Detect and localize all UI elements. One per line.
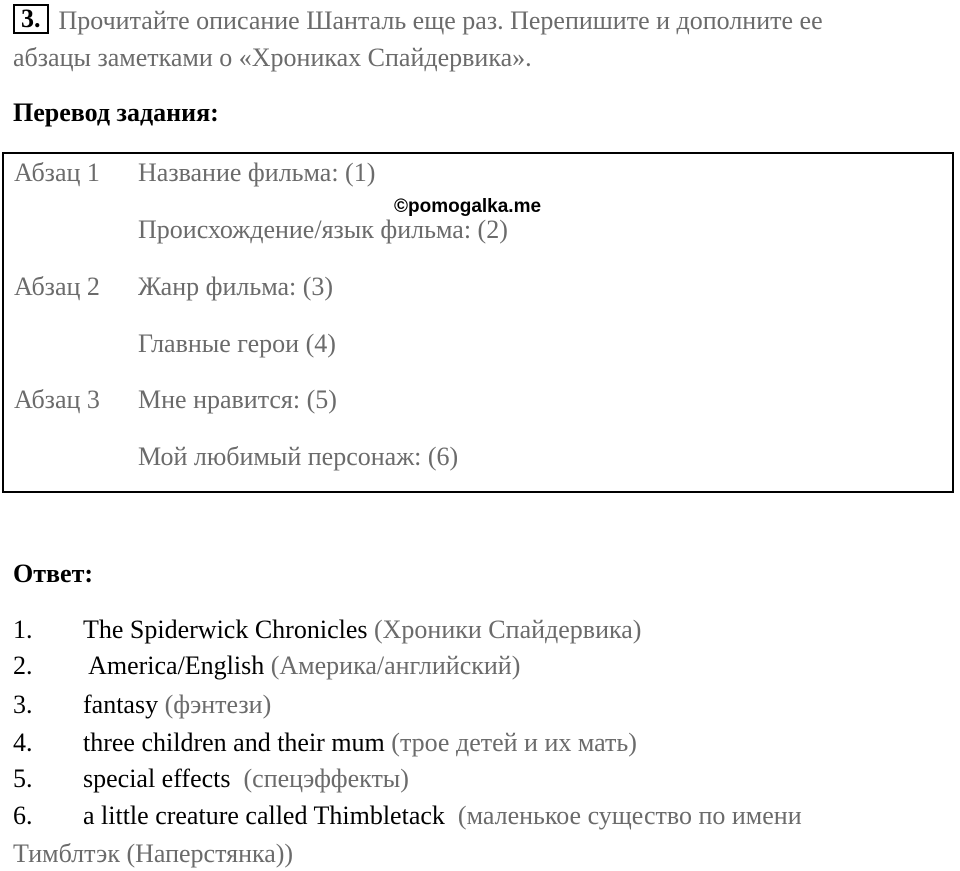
- answer-translation: (спецэффекты): [237, 764, 409, 793]
- answer-translation-continuation: Тимблтэк (Наперстянка)): [13, 839, 294, 868]
- task-text-line2: абзацы заметками о «Хрониках Спайдервика».: [13, 43, 532, 72]
- row-text: Мой любимый персонаж: (6): [138, 442, 459, 471]
- row-text: Название фильма: (1): [138, 158, 376, 187]
- answer-text: three children and their mum: [83, 728, 385, 757]
- answer-text: a little creature called Thimbletack: [83, 801, 445, 830]
- row-text: Главные герои (4): [138, 329, 336, 358]
- item-number: 5.: [13, 764, 33, 793]
- item-number: 3.: [13, 690, 33, 719]
- task-text-line1: Прочитайте описание Шанталь еще раз. Перепишите и дополните ее: [58, 6, 823, 35]
- answer-text: America/English: [83, 651, 265, 680]
- translation-heading: Перевод задания:: [13, 98, 219, 127]
- list-item: [13, 761, 953, 796]
- answer-translation: (Хроники Спайдервика): [374, 615, 642, 644]
- list-item: [13, 687, 953, 722]
- answer-heading: Ответ:: [13, 559, 94, 588]
- answer-translation: (маленькое существо по имени: [451, 801, 802, 830]
- item-number: 2.: [13, 651, 33, 680]
- paragraph-label: Абзац 1: [14, 158, 100, 187]
- list-item: [13, 798, 953, 833]
- item-number: 1.: [13, 615, 33, 644]
- row-text: Жанр фильма: (3): [138, 272, 334, 301]
- answer-text: fantasy: [83, 690, 159, 719]
- item-number: 4.: [13, 728, 33, 757]
- answer-text: special effects: [83, 764, 231, 793]
- task-statement: [13, 2, 948, 76]
- list-item: [13, 648, 953, 683]
- answer-translation: (трое детей и их мать): [391, 728, 637, 757]
- answer-text: The Spiderwick Chronicles: [83, 615, 368, 644]
- task-number: 3.: [13, 4, 49, 34]
- row-text: Происхождение/язык фильма: (2): [138, 215, 508, 244]
- answer-translation: (фэнтези): [164, 690, 272, 719]
- watermark: ©pomogalka.me: [394, 196, 542, 217]
- list-item: [13, 612, 953, 647]
- paragraph-label: Абзац 3: [14, 385, 100, 414]
- paragraph-label: Абзац 2: [14, 272, 100, 301]
- item-number: 6.: [13, 801, 33, 830]
- list-item: [13, 725, 953, 760]
- answer-translation: (Америка/английский): [270, 651, 521, 680]
- row-text: Мне нравится: (5): [138, 385, 337, 414]
